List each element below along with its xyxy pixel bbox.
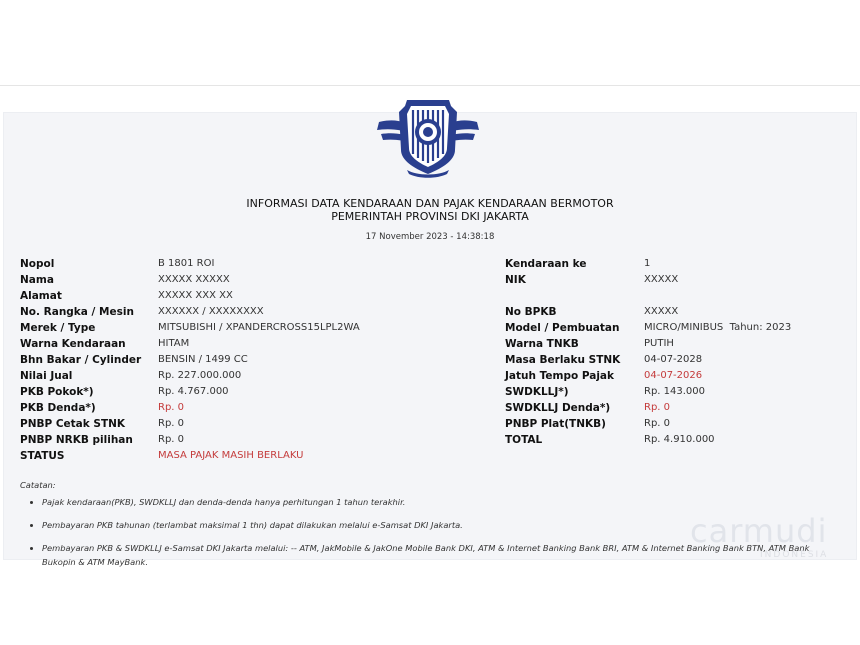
value-pkb-pokok: Rp. 4.767.000 [158, 386, 229, 397]
value-pkb-denda: Rp. 0 [158, 402, 185, 413]
value-swdkllj: Rp. 143.000 [644, 386, 706, 397]
label-alamat: Alamat [20, 290, 62, 302]
value-pnbp-nrkb: Rp. 0 [158, 434, 185, 445]
label-warna-kendaraan: Warna Kendaraan [20, 338, 126, 350]
label-kendaraan-ke: Kendaraan ke [505, 258, 587, 270]
label-no-bpkb: No BPKB [505, 306, 557, 318]
value-nama: XXXXX XXXXX [158, 274, 230, 285]
timestamp: 17 November 2023 - 14:38:18 [365, 232, 495, 242]
value-masa-berlaku-stnk: 04-07-2028 [644, 354, 703, 365]
watermark-sub: INDONESIA [760, 550, 829, 560]
label-masa-berlaku-stnk: Masa Berlaku STNK [505, 354, 621, 366]
value-pnbp-plat: Rp. 0 [644, 418, 671, 429]
value-alamat: XXXXX XXX XX [158, 290, 233, 301]
label-total: TOTAL [505, 434, 543, 446]
value-kendaraan-ke: 1 [644, 258, 651, 269]
police-emblem-icon [373, 88, 483, 180]
label-warna-tnkb: Warna TNKB [505, 338, 579, 350]
top-divider [0, 85, 860, 86]
carmudi-watermark: carmudi [690, 512, 828, 550]
label-nopol: Nopol [20, 258, 55, 270]
value-merek-type: MITSUBISHI / XPANDERCROSS15LPL2WA [158, 322, 360, 333]
page-subtitle: PEMERINTAH PROVINSI DKI JAKARTA [331, 210, 529, 223]
notes-heading: Catatan: [20, 480, 56, 490]
label-pnbp-nrkb: PNBP NRKB pilihan [20, 434, 133, 446]
label-merek-type: Merek / Type [20, 322, 96, 334]
note-item: • Pembayaran PKB & SWDKLLJ e-Samsat DKI Jakarta melalui: -- ATM, JakMobile & JakOne Mobile Bank DKI, ATM & Internet Banking Bank BRI, ATM & Internet Banking Bank BTN, ATM Bank Bukopin & ATM MayBank. [42, 541, 840, 569]
label-nama: Nama [20, 274, 54, 286]
value-swdkllj-denda: Rp. 0 [644, 402, 671, 413]
label-nik: NIK [505, 274, 526, 286]
label-status: STATUS [20, 450, 65, 462]
label-pkb-denda: PKB Denda*) [20, 402, 96, 414]
note-item: • Pembayaran PKB tahunan (terlambat maksimal 1 thn) dapat dilakukan melalui e-Samsat DKI Jakarta. [42, 518, 840, 532]
value-nilai-jual: Rp. 227.000.000 [158, 370, 242, 381]
value-pnbp-cetak-stnk: Rp. 0 [158, 418, 185, 429]
label-nilai-jual: Nilai Jual [20, 370, 73, 382]
label-swdkllj: SWDKLLJ*) [505, 386, 569, 398]
label-jatuh-tempo-pajak: Jatuh Tempo Pajak [505, 370, 614, 382]
label-pnbp-cetak-stnk: PNBP Cetak STNK [20, 418, 126, 430]
page-title: INFORMASI DATA KENDARAAN DAN PAJAK KENDARAAN BERMOTOR [246, 197, 614, 210]
label-pnbp-plat: PNBP Plat(TNKB) [505, 418, 606, 430]
value-total: Rp. 4.910.000 [644, 434, 715, 445]
value-model-pembuatan: MICRO/MINIBUS Tahun: 2023 [644, 322, 792, 333]
value-jatuh-tempo-pajak: 04-07-2026 [644, 370, 703, 381]
label-bahan-bakar: Bhn Bakar / Cylinder [20, 354, 142, 366]
value-no-bpkb: XXXXX [644, 306, 679, 317]
value-warna-kendaraan: HITAM [158, 338, 190, 349]
note-item: • Pajak kendaraan(PKB), SWDKLLJ dan denda-denda hanya perhitungan 1 tahun terakhir. [42, 495, 840, 509]
value-nopol: B 1801 ROI [158, 258, 215, 269]
value-rangka-mesin: XXXXXX / XXXXXXXX [158, 306, 264, 317]
value-nik: XXXXX [644, 274, 679, 285]
value-warna-tnkb: PUTIH [644, 338, 674, 349]
label-model-pembuatan: Model / Pembuatan [505, 322, 620, 334]
status-badge: MASA PAJAK MASIH BERLAKU [158, 450, 304, 461]
value-bahan-bakar: BENSIN / 1499 CC [158, 354, 248, 365]
label-swdkllj-denda: SWDKLLJ Denda*) [505, 402, 611, 414]
label-pkb-pokok: PKB Pokok*) [20, 386, 94, 398]
label-rangka-mesin: No. Rangka / Mesin [20, 306, 134, 318]
